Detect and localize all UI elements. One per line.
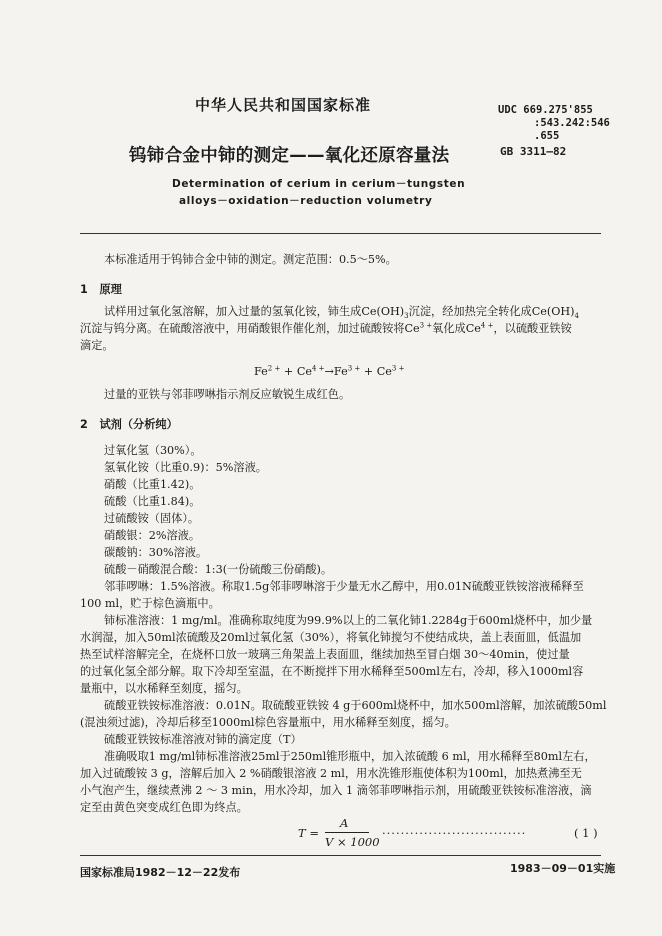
reagent-11-line-1: 硫酸亚铁铵标准溶液：0.01N。取硫酸亚铁铵 4 g于600ml烧杯中，加水500ml溶解，加浓硫酸50ml: [104, 699, 607, 712]
reagent-8: 硫酸－硝酸混合酸：1:3(一份硫酸三份硝酸)。: [104, 563, 333, 576]
reagent-11-line-2: (混浊须过滤)，冷却后移至1000ml棕色容量瓶中，用水稀释至刻度，摇匀。: [80, 716, 456, 729]
principle-text: ，以硫酸亚铁铵: [493, 322, 572, 335]
principle-line-3: 滴定。: [80, 339, 114, 352]
issue-date: 国家标准局1982－12－22发布: [80, 866, 241, 879]
subscript: 3: [404, 312, 409, 321]
title-english-line-2: alloys－oxidation－reduction volumetry: [179, 195, 433, 207]
reagent-10-line-4: 的过氧化氢全部分解。取下冷却至室温，在不断搅拌下用水稀释至500ml左右，冷却，移入1000ml容: [80, 665, 584, 678]
titer-procedure-line-1: 准确吸取1 mg/ml铈标准溶液25ml于250ml锥形瓶中，加入浓硫酸 6 ml，用水稀释至80ml左右，: [104, 750, 596, 763]
udc-line-3: .655: [534, 130, 560, 142]
reagent-3: 硝酸（比重1.42)。: [104, 478, 201, 491]
principle-note: 过量的亚铁与邻菲啰啉指示剂反应敏锐生成红色。: [104, 388, 351, 401]
udc-label: UDC: [498, 104, 517, 116]
issuing-org: 中华人民共和国国家标准: [195, 96, 372, 114]
reagent-4: 硫酸（比重1.84)。: [104, 495, 201, 508]
superscript: 3 +: [347, 364, 361, 373]
udc-block: [498, 104, 610, 143]
reagent-10-line-5: 量瓶中，以水稀释至刻度，摇匀。: [80, 682, 248, 695]
reagent-9-line-1: 邻菲啰啉：1.5%溶液。称取1.5g邻菲啰啉溶于少量无水乙醇中，用0.01N硫酸亚铁铵溶液稀释至: [104, 580, 584, 593]
formula-equation-number: ( 1 ): [574, 826, 598, 840]
reagent-5: 过硫酸铵（固体）。: [104, 512, 200, 525]
formula-lhs: T =: [298, 826, 319, 840]
udc-line-2: :543.242:546: [534, 117, 610, 129]
superscript: 4 +: [312, 364, 325, 373]
eq-term: →Fe: [324, 365, 348, 378]
formula-fraction-bar: [325, 832, 369, 833]
superscript: 3 +: [391, 364, 405, 373]
eq-term: + Ce: [360, 365, 392, 378]
eq-term: + Ce: [280, 365, 312, 378]
reagent-1: 过氧化氢（30%）。: [104, 444, 202, 457]
principle-text: 沉淀，经加热完全转化成Ce(OH): [408, 305, 575, 318]
subscript: 4: [574, 312, 579, 321]
principle-text: 试样用过氧化氢溶解，加入过量的氢氧化铵，铈生成Ce(OH): [104, 305, 405, 318]
title-english-line-1: Determination of cerium in cerium－tungsten: [172, 178, 466, 190]
titer-heading: 硫酸亚铁铵标准溶液对铈的滴定度（T）: [104, 733, 302, 746]
reagent-10-line-3: 热至试样溶解完全，在烧杯口放一玻璃三角架盖上表面皿，继续加热至冒白烟 30～40min，使过量: [80, 648, 570, 661]
reagent-10-line-2: 水润湿，加入50ml浓硫酸及20ml过氧化氢（30%），将氧化铈搅匀不使结成块，盖上表面皿，低温加: [80, 631, 582, 644]
footer-divider: [80, 855, 601, 856]
principle-line-1: [104, 305, 579, 319]
gb-code: GB 3311—82: [500, 145, 567, 158]
eq-term: Fe: [254, 365, 268, 378]
section-2-number: 2: [80, 418, 88, 431]
superscript: 2 +: [267, 364, 281, 373]
section-1-number: 1: [80, 283, 88, 296]
section-1-heading: [80, 283, 122, 297]
reagent-2: 氢氧化铵（比重0.9)：5%溶液。: [104, 461, 267, 474]
titer-procedure-line-3: 小气泡产生，继续煮沸 2 ～ 3 min，用水冷却，加入 1 滴邻菲啰啉指示剂，用硫酸亚铁铵标准溶液，滴: [80, 784, 592, 797]
scope-text: 本标准适用于钨铈合金中铈的测定。测定范围：0.5～5%。: [104, 253, 397, 266]
header-divider: [80, 233, 601, 234]
reaction-equation: [254, 365, 404, 379]
udc-line-1: 669.275'855: [523, 104, 593, 116]
section-2-heading: [80, 418, 178, 432]
formula-leader-dots: ·······························: [382, 826, 527, 840]
reagent-6: 硝酸银：2%溶液。: [104, 529, 201, 542]
principle-line-2: [80, 322, 572, 336]
reagent-10-line-1: 铈标准溶液：1 mg/ml。准确称取纯度为99.9%以上的二氧化铈1.2284g于600ml烧杯中，加少量: [104, 614, 593, 627]
titer-procedure-line-2: 加入过硫酸铵 3 g，溶解后加入 2 %硝酸银溶液 2 ml，用水洗锥形瓶使体积为100ml，加热煮沸至无: [80, 767, 582, 780]
principle-text: 氧化成Ce: [432, 322, 481, 335]
superscript: 3 +: [419, 321, 433, 330]
superscript: 4 +: [480, 321, 494, 330]
title-chinese: 钨铈合金中铈的测定——氧化还原容量法: [129, 146, 450, 166]
reagent-7: 碳酸钠：30%溶液。: [104, 546, 208, 559]
principle-text: 沉淀与钨分离。在硫酸溶液中，用硝酸银作催化剂，加过硫酸铵将Ce: [80, 322, 420, 335]
effective-date: 1983－09－01实施: [510, 862, 616, 875]
section-1-title: 原理: [99, 283, 122, 296]
formula-denominator: V × 1000: [325, 835, 380, 849]
formula-numerator: A: [340, 816, 349, 830]
titer-procedure-line-4: 定至由黄色突变成红色即为终点。: [80, 801, 248, 814]
section-2-title: 试剂（分析纯）: [99, 418, 178, 431]
reagent-9-line-2: 100 ml，贮于棕色滴瓶中。: [80, 597, 220, 610]
